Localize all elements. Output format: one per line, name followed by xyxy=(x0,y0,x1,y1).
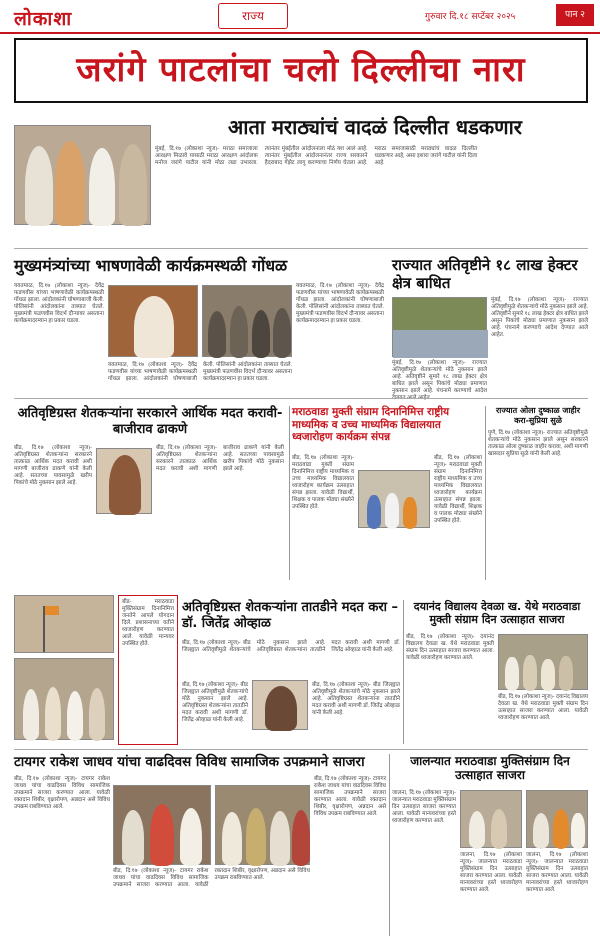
story3-photo-flood xyxy=(392,297,487,357)
story3-headline: राज्यात अतिवृष्टीने १८ लाख हेक्टर क्षेत्र बाधित xyxy=(392,256,578,292)
story7-body-right: बीड, दि.१७ (लोकाशा न्यूज)- बीड जिल्ह्यात अतिवृष्टीमुळे शेतकऱ्यांचे मोठे नुकसान झाले आहे. अतिवृष्टिग्रस्त शेतकऱ्यांना तातडीने मदत करावी अशी मागणी डॉ. जितेंद्र ओव्हाळ यांनी केली आहे. xyxy=(312,682,400,716)
story7-body: बीड, दि.१७ (लोकाशा न्यूज)- बीड जिल्ह्यात अतिवृष्टीमुळे शेतकऱ्यांचे मोठे नुकसान झाले आहे. अतिवृष्टिग्रस्त शेतकऱ्यांना तातडीने मदत करावी अशी मागणी डॉ. जितेंद्र ओव्हाळ यांनी केली आहे. xyxy=(182,640,400,653)
story4-headline: अतिवृष्टिग्रस्त शेतकऱ्यांना सरकारने आर्थिक मदत करावी-बाजीराव ढाकणे xyxy=(17,406,283,437)
story9-headline: टायगर राकेश जाधव यांचा वाढदिवस विविध सामाजिक उपक्रमाने साजरा xyxy=(14,754,365,770)
story9-photo-felicitation xyxy=(113,785,211,865)
divider xyxy=(14,749,588,750)
story4-portrait xyxy=(96,448,152,514)
column-rule xyxy=(485,406,486,580)
section-label: राज्य xyxy=(218,3,288,29)
story1-body: मुंबई, दि.१७ (लोकाशा न्यूज)- मराठा समाजाला आरक्षण मिळावे यासाठी मराठा आरक्षण आंदोलक मनोज जरांगे पाटील यांनी मोठा लढा उभारला. त्यानंतर मुंबईतील आंदोलनाला मोठं यश आलं आहे. त्यानंतर मुंबईतील आंदोलनानंतर राज्य सरकारने हैदराबाद गॅझेट लागू करण्याचा निर्णय घेतला आहे. मराठा समाजासाठी मराठ्यांचं वादळ दिल्लीत धडकणार आहे, असा इशारा जरांगे पाटील यांनी दिला आहे. xyxy=(155,146,478,166)
story7-portrait xyxy=(252,680,308,730)
story4-body: बीड, दि.१७ (लोकाशा न्यूज)- अतिवृष्टिग्रस्त शेतकऱ्यांना सरकारने तात्काळ आर्थिक मदत करावी अशी मागणी बाजीराव ढाकणे यांनी केली आहे. सततच्या पावसामुळे खरीप पिकांचे मोठे नुकसान झाले आहे. xyxy=(14,445,92,486)
story10-body-mid: जालना, दि.१७ (लोकाशा न्यूज)- जालन्यात मराठवाडा मुक्तिसंग्राम दिन उत्साहात साजरा करण्यात आला. यावेळी मान्यवरांच्या हस्ते ध्वजारोहण करण्यात आले. xyxy=(460,852,522,893)
story3-body: मुंबई, दि.१७ (लोकाशा न्यूज)- राज्यात अतिवृष्टीमुळे शेतकऱ्यांचे मोठे नुकसान झाले आहे. अतिवृष्टीने सुमारे १८ लाख हेक्टर क्षेत्र बाधित झाले असून पिकांचे मोठ्या प्रमाणात नुकसान झाले आहे. पंचनामे करण्याचे आदेश देण्यात आले आहेत. xyxy=(491,297,588,338)
story8-body: बीड, दि.१७ (लोकाशा न्यूज)- दयानंद विद्यालय देवळा ख. येथे मराठवाडा मुक्ती संग्राम दिन उत्साहात साजरा करण्यात आला. यावेळी ध्वजारोहण करण्यात आले. xyxy=(406,634,494,661)
column-rule xyxy=(403,600,404,744)
newspaper-logo: लोकाशा xyxy=(14,8,73,30)
story7-body-left: बीड, दि.१७ (लोकाशा न्यूज)- बीड जिल्ह्यात अतिवृष्टीमुळे शेतकऱ्यांचे मोठे नुकसान झाले आहे. अतिवृष्टिग्रस्त शेतकऱ्यांना तातडीने मदत करावी अशी मागणी डॉ. जितेंद्र ओव्हाळ यांनी केली आहे. xyxy=(182,682,248,723)
story9-body: बीड, दि.१७ (लोकाशा न्यूज)- टायगर राकेश जाधव यांचा वाढदिवस विविध सामाजिक उपक्रमाने साजरा करण्यात आला. यावेळी रक्तदान शिबीर, वृक्षारोपण, अन्नदान असे विविध उपक्रम राबविण्यात आले. xyxy=(14,776,110,810)
story5-body-right: बीड, दि.१७ (लोकाशा न्यूज)- मराठवाडा मुक्ती संग्राम दिनानिमित्त राष्ट्रीय माध्यमिक व उच्च माध्यमिक विद्यालयात ध्वजारोहण कार्यक्रम उत्साहात संपन्न झाला. यावेळी विद्यार्थी, शिक्षक व पालक मोठ्या संख्येने उपस्थित होते. xyxy=(434,455,482,524)
dateline: गुरुवार दि.१८ सप्टेंबर २०२५ xyxy=(425,12,516,22)
divider xyxy=(14,398,588,399)
sidebar-photo-building xyxy=(14,595,114,653)
story10-photo-right xyxy=(526,790,588,848)
divider xyxy=(14,248,588,249)
story10-body-right: जालना, दि.१७ (लोकाशा न्यूज)- जालन्यात मराठवाडा मुक्तिसंग्राम दिन उत्साहात साजरा करण्यात आला. यावेळी मान्यवरांच्या हस्ते ध्वजारोहण करण्यात आले. xyxy=(526,852,588,893)
column-rule xyxy=(389,754,390,936)
story7-headline: अतिवृष्टिग्रस्त शेतकऱ्यांना तातडीने मदत करा – डॉ. जितेंद्र ओव्हाळ xyxy=(182,600,399,631)
banner-headline: जरांगे पाटलांचा चलो दिल्लीचा नारा xyxy=(76,50,526,90)
story8-photo xyxy=(498,634,588,690)
story9-photo-group xyxy=(215,785,310,865)
column-rule xyxy=(289,406,290,580)
story2-body: यवतमाळ, दि.१७ (लोकाशा न्यूज)- देवेंद्र फडणवीस यांच्या भाषणावेळी कार्यक्रमस्थळी गोंधळ झाला. आंदोलकांनी घोषणाबाजी केली. पोलिसांनी आंदोलकांना ताब्यात घेतले. मुख्यमंत्री फडणवीस विदर्भ दौऱ्यावर असताना कार्यक्रमादरम्यान हा प्रकार घडला. xyxy=(14,283,104,324)
story5-body: बीड, दि.१७ (लोकाशा न्यूज)- मराठवाडा मुक्ती संग्राम दिनानिमित्त राष्ट्रीय माध्यमिक व उच्च माध्यमिक विद्यालयात ध्वजारोहण कार्यक्रम उत्साहात संपन्न झाला. यावेळी विद्यार्थी, शिक्षक व पालक मोठ्या संख्येने उपस्थित होते. xyxy=(292,455,354,510)
story10-headline: जालन्यात मराठवाडा मुक्तिसंग्राम दिन उत्साहात साजरा xyxy=(410,754,570,783)
story1-photo xyxy=(14,125,151,225)
story1-headline: आता मराठ्यांचं वादळं दिल्लीत धडकणार xyxy=(228,115,522,139)
sidebar-box: बीड- मराठवाडा मुक्तिसंग्राम दिनानिमित्त जनतेने आपले योगदान दिले. प्रशासनाच्या वतीने ध्वजारोहण करण्यात आले. यावेळी मान्यवर उपस्थित होते. xyxy=(118,595,178,745)
story3-body-continued: मुंबई, दि.१७ (लोकाशा न्यूज)- राज्यात अतिवृष्टीमुळे शेतकऱ्यांचे मोठे नुकसान झाले आहे. अतिवृष्टीने सुमारे १८ लाख हेक्टर क्षेत्र बाधित झाले असून पिकांचे मोठ्या प्रमाणात नुकसान झाले आहे. पंचनामे करण्याचे आदेश xyxy=(392,360,487,394)
story6-body: पुणे, दि.१७ (लोकाशा न्यूज)- राज्यात अतिवृष्टीमुळे शेतकऱ्यांचे मोठे नुकसान झाले असून सरकारने तात्काळ ओला दुष्काळ जाहीर करावा, अशी मागणी खासदार सुप्रिया सुळे यांनी केली आहे. xyxy=(488,430,588,457)
page-number: पान २ xyxy=(556,4,594,26)
story4-body-right: बीड, दि.१७ (लोकाशा न्यूज)- अतिवृष्टिग्रस्त शेतकऱ्यांना सरकारने तात्काळ आर्थिक मदत करावी अशी मागणी बाजीराव ढाकणे यांनी केली आहे. सततच्या पावसामुळे खरीप पिकांचे मोठे नुकसान झाले आहे. xyxy=(156,445,284,472)
sidebar-photo-event xyxy=(14,658,114,740)
story6-headline: राज्यात ओला दुष्काळ जाहीर करा-सुप्रिया सुळे xyxy=(495,406,581,425)
story2-body-right: यवतमाळ, दि.१७ (लोकाशा न्यूज)- देवेंद्र फडणवीस यांच्या भाषणावेळी कार्यक्रमस्थळी गोंधळ झाला. आंदोलकांनी घोषणाबाजी केली. पोलिसांनी आंदोलकांना ताब्यात घेतले. मुख्यमंत्री फडणवीस विदर्भ दौऱ्यावर असताना कार्यक्रमादरम्यान हा प्रकार घडला. xyxy=(296,283,384,324)
story2-photo-cm xyxy=(108,285,198,357)
story2-body-continued: यवतमाळ, दि.१७ (लोकाशा न्यूज)- देवेंद्र फडणवीस यांच्या भाषणावेळी कार्यक्रमस्थळी गोंधळ झाला. आंदोलकांनी घोषणाबाजी केली. पोलिसांनी आंदोलकांना ताब्यात घेतले. मुख्यमंत्री फडणवीस विदर्भ दौऱ्यावर असताना कार्यक्रमादरम्यान हा प्रकार घडला. xyxy=(108,362,292,382)
story8-body-right: बीड, दि.१७ (लोकाशा न्यूज)- दयानंद विद्यालय देवळा ख. येथे मराठवाडा मुक्ती संग्राम दिन उत्साहात साजरा करण्यात आला. यावेळी ध्वजारोहण करण्यात आले. xyxy=(498,694,588,721)
story2-photo-crowd xyxy=(202,285,292,357)
story8-headline: दयानंद विद्यालय देवळा ख. येथे मराठवाडा मुक्ती संग्राम दिन उत्साहात साजरा xyxy=(413,600,581,627)
story2-headline: मुख्यमंत्र्यांच्या भाषणावेळी कार्यक्रमस्थळी गोंधळ xyxy=(14,256,288,275)
story10-body: जालना, दि.१७ (लोकाशा न्यूज)- जालन्यात मराठवाडा मुक्तिसंग्राम दिन उत्साहात साजरा करण्यात आला. यावेळी मान्यवरांच्या हस्ते ध्वजारोहण करण्यात आले. xyxy=(392,790,456,824)
story5-headline: मराठवाडा मुक्ती संग्राम दिनानिमित्त राष्ट्रीय माध्यमिक व उच्च माध्यमिक विद्यालयात ध्वजारोहण कार्यक्रम संपन्न xyxy=(292,406,450,444)
story5-photo-flag xyxy=(358,470,430,528)
story9-body-bottom: बीड, दि.१७ (लोकाशा न्यूज)- टायगर राकेश जाधव यांचा वाढदिवस विविध सामाजिक उपक्रमाने साजरा करण्यात आला. यावेळी रक्तदान शिबीर, वृक्षारोपण, अन्नदान असे विविध उपक्रम राबविण्यात आले. xyxy=(113,868,310,888)
story9-body-right: बीड, दि.१७ (लोकाशा न्यूज)- टायगर राकेश जाधव यांचा वाढदिवस विविध सामाजिक उपक्रमाने साजरा करण्यात आला. यावेळी रक्तदान शिबीर, वृक्षारोपण, अन्नदान असे विविध उपक्रम राबविण्यात आले. xyxy=(314,776,386,817)
banner-headline-box xyxy=(14,38,588,103)
story10-photo-left xyxy=(460,790,522,848)
